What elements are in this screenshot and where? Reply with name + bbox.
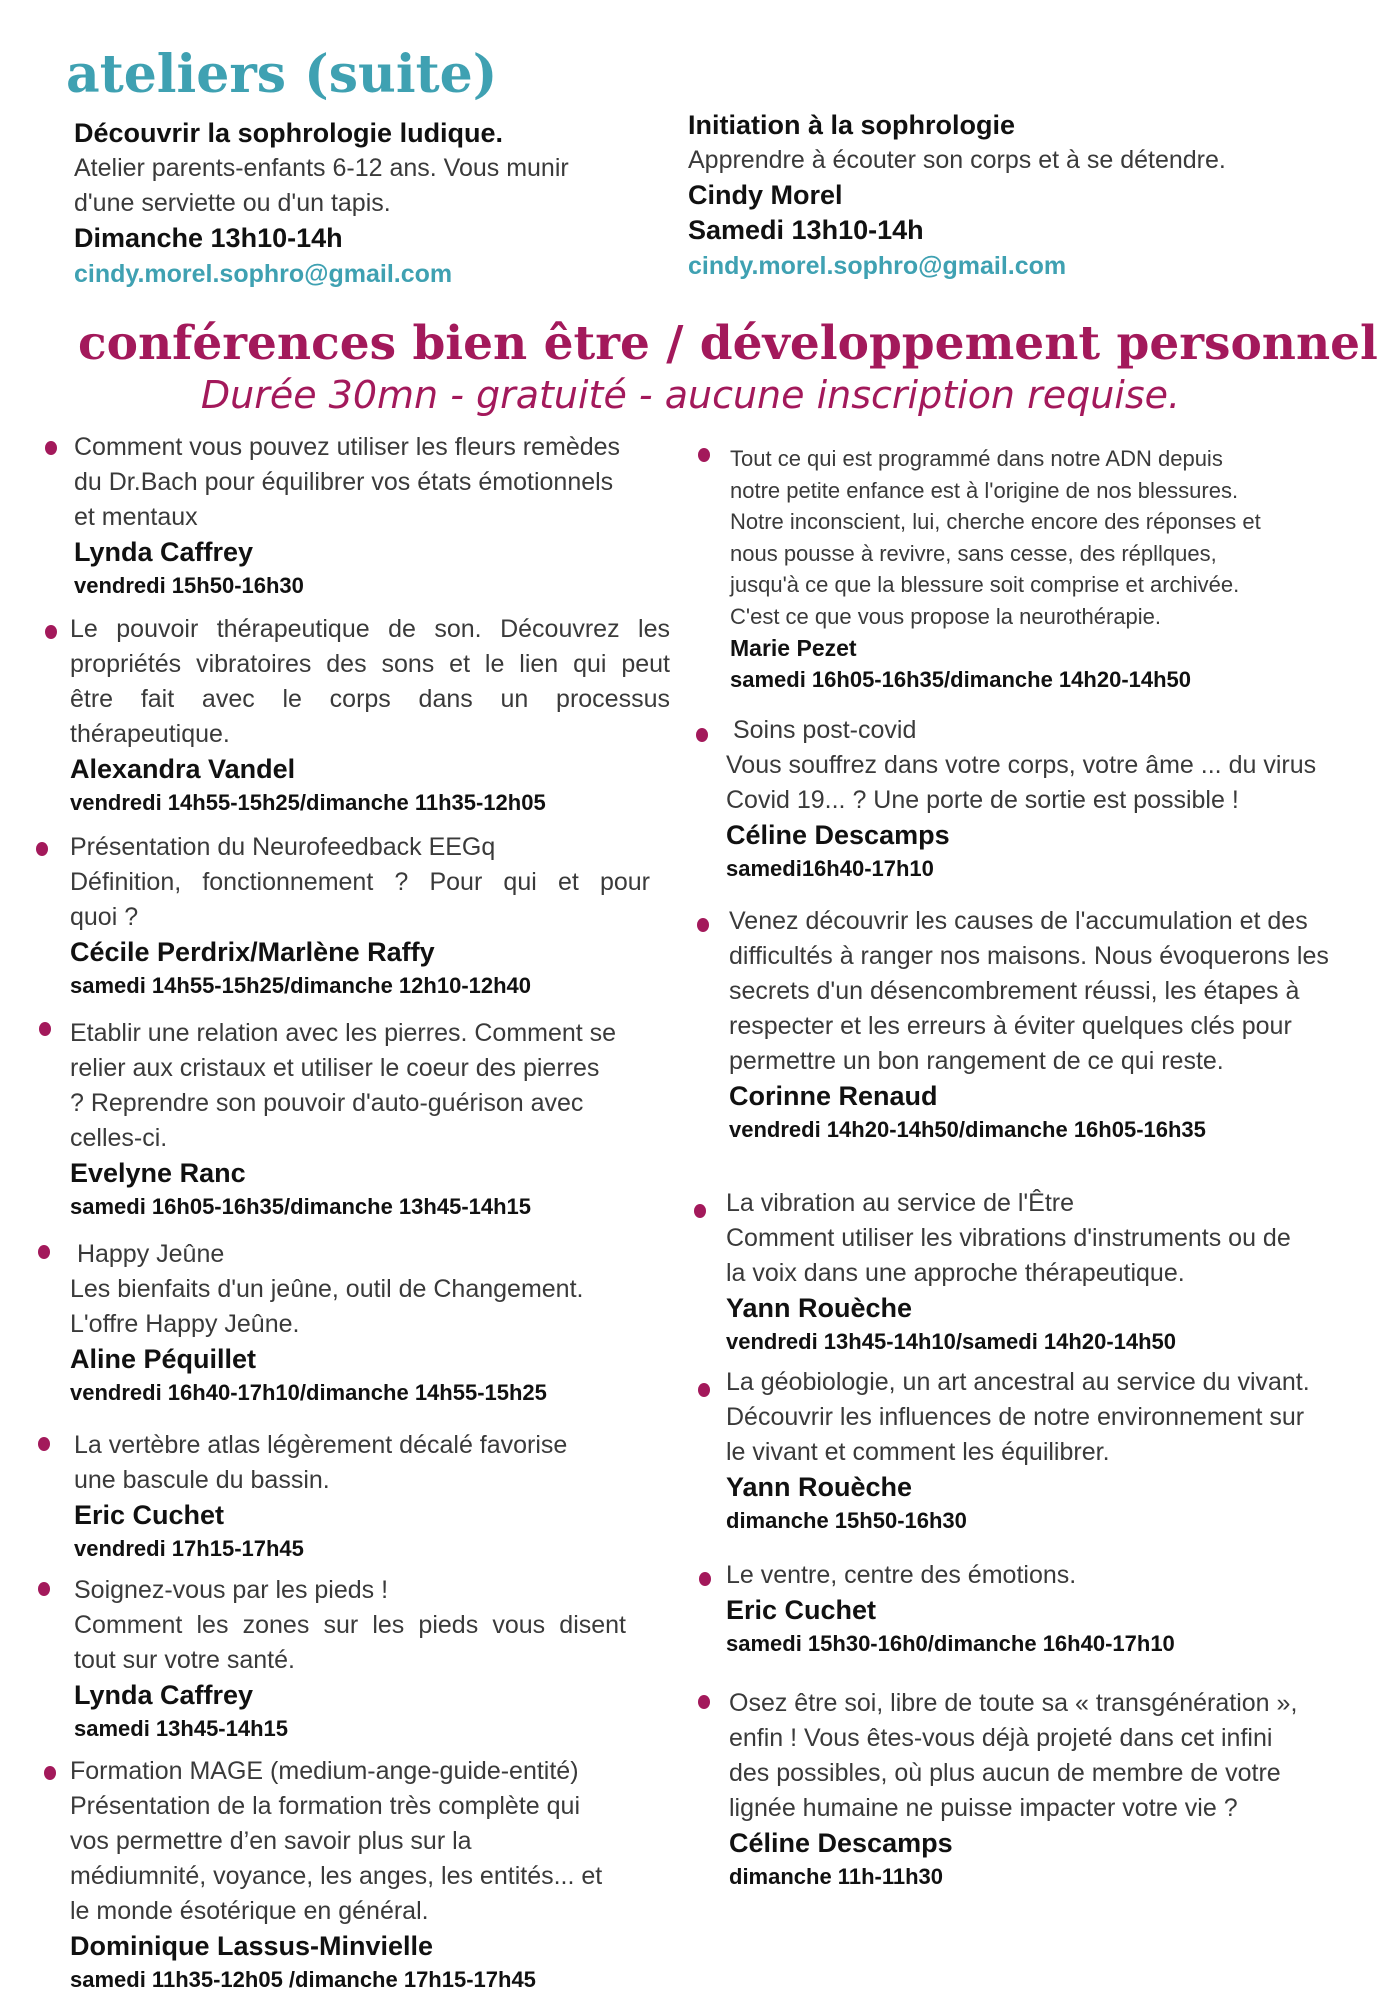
conference-time: samedi 13h45-14h15 [74,1716,289,1741]
conference-desc-line: L'offre Happy Jeûne. [70,1310,300,1338]
conference-desc-line: Soins post-covid [726,716,917,744]
conference-desc-line: propriétés vibratoires des sons et le lien qui peut [70,650,670,678]
conference-desc-line: Le pouvoir thérapeutique de son. Découvrez les [70,615,670,643]
bullet-icon [698,448,710,462]
conference-desc-line: La vibration au service de l'Être [726,1189,1075,1217]
conference-item [74,1573,626,1745]
conference-desc-line: notre petite enfance est à l'origine de nos blessures. [730,477,1239,503]
conference-speaker: Marie Pezet [730,635,857,661]
conference-desc-line: Comment les zones sur les pieds vous disent [74,1611,626,1639]
conference-desc-line: Formation MAGE (medium-ange-guide-entité) [70,1757,579,1785]
conference-desc-line: le monde ésotérique en général. [70,1897,429,1925]
conference-speaker: Yann Rouèche [726,1293,913,1323]
conference-item [730,443,1370,696]
conference-desc-line: Covid 19... ? Une porte de sortie est possible ! [726,786,1239,814]
conference-item [729,1686,1369,1893]
conference-desc-line: nous pousse à revivre, sans cesse, des répllques, [730,540,1217,566]
conference-desc-line: médiumnité, voyance, les anges, les entités... et [70,1862,603,1890]
conference-speaker: Dominique Lassus-Minvielle [70,1931,434,1961]
section-title-ateliers: ateliers (suite) [66,44,498,105]
conference-desc-line: Happy Jeûne [70,1240,225,1268]
conference-time: dimanche 15h50-16h30 [726,1508,967,1533]
conference-desc-line: Présentation du Neurofeedback EEGq [70,833,496,861]
conference-desc-line: quoi ? [70,903,139,931]
conference-time: vendredi 14h20-14h50/dimanche 16h05-16h35 [729,1117,1206,1142]
conference-desc-line: Comment vous pouvez utiliser les fleurs remèdes [74,433,621,461]
conference-speaker: Eric Cuchet [74,1500,225,1530]
conference-speaker: Céline Descamps [729,1828,953,1858]
conference-item [70,1237,670,1409]
bullet-icon [38,1437,50,1451]
conference-speaker: Aline Péquillet [70,1344,257,1374]
conference-desc-line: être fait avec le corps dans un processus [70,685,670,713]
conference-desc-line: et mentaux [74,503,198,531]
atelier-desc-line: Atelier parents-enfants 6-12 ans. Vous munir [74,154,569,182]
conference-speaker: Evelyne Ranc [70,1158,246,1188]
conference-item [70,830,650,1002]
conference-desc-line: celles-ci. [70,1124,168,1152]
atelier-speaker: Cindy Morel [688,180,843,210]
conference-desc-line: une bascule du bassin. [74,1466,330,1494]
conference-item [729,904,1369,1146]
atelier-time: Dimanche 13h10-14h [74,223,343,253]
conference-desc-line: Le ventre, centre des émotions. [726,1561,1077,1589]
conference-desc-line: C'est ce que vous propose la neurothérapie. [730,603,1162,629]
conference-desc-line: La vertèbre atlas légèrement décalé favorise [74,1431,568,1459]
conference-speaker: Lynda Caffrey [74,1680,254,1710]
conference-desc-line: permettre un bon rangement de ce qui reste. [729,1047,1224,1075]
conference-item [70,1016,670,1223]
conference-time: dimanche 11h-11h30 [729,1864,943,1889]
conference-desc-line: jusqu'à ce que la blessure soit comprise et archivée. [730,572,1240,597]
conference-time: vendredi 14h55-15h25/dimanche 11h35-12h05 [70,790,546,815]
conference-speaker: Eric Cuchet [726,1595,877,1625]
conference-time: vendredi 13h45-14h10/samedi 14h20-14h50 [726,1329,1177,1354]
bullet-icon [694,1204,706,1218]
conference-item [74,1428,674,1565]
bullet-icon [699,1572,711,1586]
atelier-time: Samedi 13h10-14h [688,215,924,245]
conference-time: samedi 15h30-16h0/dimanche 16h40-17h10 [726,1631,1175,1656]
atelier-desc-line: d'une serviette ou d'un tapis. [74,189,391,217]
conference-desc-line: Définition, fonctionnement ? Pour qui et pour [70,868,650,896]
conference-item [726,1365,1366,1537]
conference-desc-line: Les bienfaits d'un jeûne, outil de Changement. [70,1275,584,1303]
conference-desc-line: enfin ! Vous êtes-vous déjà projeté dans cet infini [729,1724,1273,1752]
conference-desc-line: Venez découvrir les causes de l'accumulation et des [729,907,1308,935]
conference-desc-line: Notre inconscient, lui, cherche encore des réponses et [730,509,1261,534]
bullet-icon [36,842,48,856]
atelier-title: Découvrir la sophrologie ludique. [74,118,504,148]
conference-speaker: Cécile Perdrix/Marlène Raffy [70,937,435,967]
conference-time: samedi 16h05-16h35/dimanche 14h20-14h50 [730,667,1192,692]
atelier-right [688,108,1308,284]
conference-desc-line: Présentation de la formation très complète qui [70,1792,580,1820]
conference-item [70,1754,670,1996]
bullet-icon [698,1695,710,1709]
conference-desc-line: ? Reprendre son pouvoir d'auto-guérison avec [70,1089,584,1117]
bullet-icon [697,918,709,932]
atelier-title: Initiation à la sophrologie [688,110,1016,140]
conference-time: vendredi 16h40-17h10/dimanche 14h55-15h25 [70,1380,547,1405]
conference-desc-line: thérapeutique. [70,720,230,748]
conference-desc-line: Tout ce qui est programmé dans notre ADN depuis [730,446,1223,471]
conference-item [70,612,670,819]
conference-desc-line: lignée humaine ne puisse impacter votre vie ? [729,1794,1238,1822]
conference-speaker: Lynda Caffrey [74,537,254,567]
bullet-icon [39,1022,51,1036]
conference-desc-line: Etablir une relation avec les pierres. Comment se [70,1019,617,1047]
bullet-icon [38,1582,50,1596]
conference-time: samedi16h40-17h10 [726,856,934,881]
bullet-icon [45,625,57,639]
conferences-subtitle: Durée 30mn - gratuité - aucune inscription requise. [200,373,1181,417]
conference-speaker: Alexandra Vandel [70,754,296,784]
conference-desc-line: du Dr.Bach pour équilibrer vos états émotionnels [74,468,614,496]
conference-desc-line: Découvrir les influences de notre environnement sur [726,1403,1305,1431]
conference-desc-line: Vous souffrez dans votre corps, votre âme ... du virus [726,751,1317,779]
conference-desc-line: des possibles, où plus aucun de membre de votre [729,1759,1281,1787]
conference-time: samedi 11h35-12h05 /dimanche 17h15-17h45 [70,1967,536,1992]
bullet-icon [44,1766,56,1780]
atelier-email[interactable]: cindy.morel.sophro@gmail.com [688,252,1067,280]
conference-desc-line: Osez être soi, libre de toute sa « transgénération », [729,1689,1298,1717]
conference-speaker: Céline Descamps [726,820,950,850]
atelier-email[interactable]: cindy.morel.sophro@gmail.com [74,260,453,288]
conference-desc-line: Soignez-vous par les pieds ! [74,1576,389,1604]
conference-time: vendredi 15h50-16h30 [74,573,304,598]
atelier-desc-line: Apprendre à écouter son corps et à se détendre. [688,146,1226,174]
conference-item [726,1186,1366,1358]
bullet-icon [698,1383,710,1397]
bullet-icon [696,728,708,742]
conference-item [726,1558,1366,1660]
conference-item [74,430,674,602]
conference-desc-line: le vivant et comment les équilibrer. [726,1438,1110,1466]
section-title-conferences: conférences bien être / développement personnel [78,316,1378,371]
conference-speaker: Yann Rouèche [726,1472,913,1502]
conference-desc-line: difficultés à ranger nos maisons. Nous évoquerons les [729,942,1329,970]
bullet-icon [38,1245,50,1259]
conference-time: samedi 16h05-16h35/dimanche 13h45-14h15 [70,1194,532,1219]
conference-item [726,713,1366,885]
bullet-icon [45,441,57,455]
conference-desc-line: respecter et les erreurs à éviter quelques clés pour [729,1012,1292,1040]
conference-desc-line: secrets d'un désencombrement réussi, les étapes à [729,977,1300,1005]
conference-speaker: Corinne Renaud [729,1081,938,1111]
conference-desc-line: vos permettre d’en savoir plus sur la [70,1827,472,1855]
conference-time: samedi 14h55-15h25/dimanche 12h10-12h40 [70,973,532,998]
atelier-left [74,116,654,292]
conference-desc-line: la voix dans une approche thérapeutique. [726,1259,1185,1287]
conference-desc-line: relier aux cristaux et utiliser le coeur des pierres [70,1054,600,1082]
conference-desc-line: tout sur votre santé. [74,1646,295,1674]
conference-desc-line: Comment utiliser les vibrations d'instruments ou de [726,1224,1291,1252]
conference-desc-line: La géobiologie, un art ancestral au service du vivant. [726,1368,1310,1396]
conference-time: vendredi 17h15-17h45 [74,1536,304,1561]
